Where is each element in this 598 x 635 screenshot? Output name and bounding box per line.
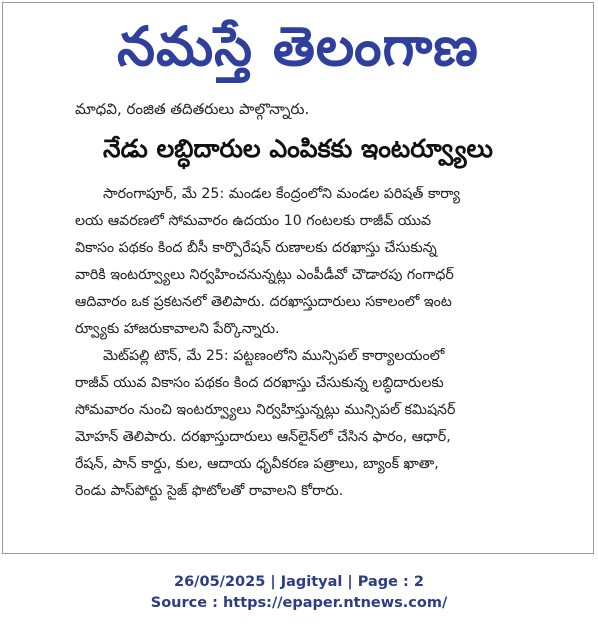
- paragraph-line: లయ ఆవరణలో సోమవారం ఉదయం 10 గంటలకు రాజీవ్ యువ: [75, 213, 432, 229]
- paragraph-sarangapur: [75, 181, 585, 343]
- newspaper-masthead: నమస్తే తెలంగాణ: [117, 15, 479, 78]
- source-footer: [0, 572, 598, 614]
- paragraph-metpally: [75, 343, 585, 505]
- paragraph-line: రెండు పాస్‌పోర్టు సైజ్ ఫొటోలతో రావాలని కోరారు.: [75, 483, 344, 499]
- article-body: [75, 181, 585, 505]
- edition-meta: 26/05/2025 | Jagityal | Page : 2: [174, 574, 424, 590]
- paragraph-line: రేషన్, పాన్ కార్డు, కుల, ఆదాయ ధృవీకరణ పత్రాలు, బ్యాంక్ ఖాతా,: [75, 456, 439, 472]
- paragraph-line: ర్వ్యూకు హాజరుకావాలని పేర్కొన్నారు.: [75, 321, 280, 337]
- source-link[interactable]: Source : https://epaper.ntnews.com/: [150, 595, 448, 611]
- paragraph-line: రాజీవ్ యువ వికాసం పథకం కింద దరఖాస్తు చేసుకున్న లబ్ధిదారులకు: [75, 375, 444, 391]
- paragraph-line: సోమవారం నుంచి ఇంటర్వ్యూలు నిర్వహిస్తున్నట్లు మున్సిపల్ కమిషనర్: [75, 402, 456, 418]
- article-headline: నేడు లబ్ధిదారుల ఎంపికకు ఇంటర్వ్యూలు: [103, 134, 493, 163]
- paragraph-line: వికాసం పథకం కింద బీసీ కార్పొరేషన్ రుణాలకు దరఖాస్తు చేసుకున్న: [75, 240, 437, 256]
- paragraph-line: ఆదివారం ఒక ప్రకటనలో తెలిపారు. దరఖాస్తుదారులు సకాలంలో ఇంట: [75, 294, 452, 310]
- paragraph-line: సారంగాపూర్, మే 25: మండల కేంద్రంలోని మండల పరిషత్ కార్యా: [103, 186, 461, 202]
- paragraph-line: వారికి ఇంటర్వ్యూలు నిర్వహించనున్నట్లు ఎంపీడీవో చౌడారపు గంగాధర్: [75, 267, 454, 283]
- paragraph-line: మోహన్ తెలిపారు. దరఖాస్తుదారులు ఆన్‌లైన్‌లో చేసిన ఫారం, ఆధార్,: [75, 429, 451, 445]
- article-clipping-frame: [2, 2, 594, 554]
- paragraph-line: మెట్‌పల్లి టౌన్, మే 25: పట్టణంలోని మున్సిపల్ కార్యాలయంలో: [103, 348, 445, 364]
- lead-line: మాధవి, రంజిత తదితరులు పాల్గొన్నారు.: [75, 100, 310, 118]
